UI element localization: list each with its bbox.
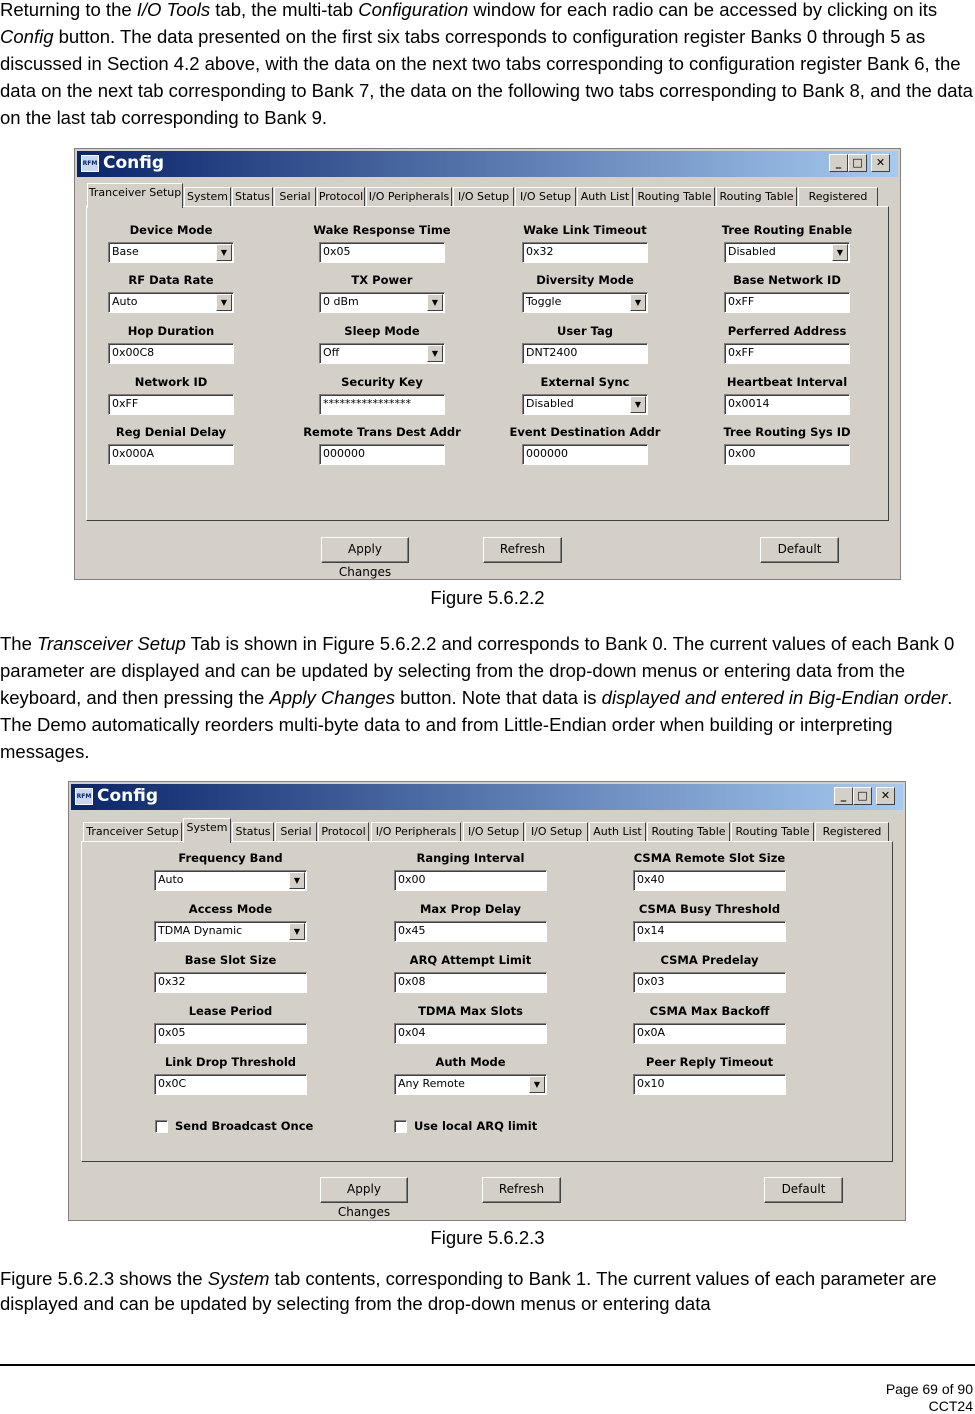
- arq-attempt-limit-value: 0x08: [398, 975, 426, 988]
- config-window-transceiver: [74, 148, 901, 580]
- window-title: Config: [103, 153, 165, 173]
- maximize-icon[interactable]: □: [848, 154, 867, 172]
- frequency-band-select[interactable]: [154, 870, 307, 891]
- close-icon[interactable]: ✕: [876, 787, 895, 805]
- csma-remote-slot-size-input[interactable]: [633, 870, 786, 891]
- default-button[interactable]: Default: [760, 537, 839, 563]
- peer-reply-timeout-input[interactable]: [633, 1074, 786, 1095]
- csma-max-backoff-label: CSMA Max Backoff: [649, 1004, 770, 1018]
- max-prop-delay-value: 0x45: [398, 924, 426, 937]
- auth-mode-value: Any Remote: [398, 1077, 465, 1090]
- apply-changes-button[interactable]: Apply Changes: [321, 537, 409, 563]
- app-icon: RFM: [81, 155, 99, 172]
- tab-4[interactable]: Serial: [275, 822, 317, 842]
- auth-mode-select[interactable]: [394, 1074, 547, 1095]
- window-title: Config: [97, 786, 159, 806]
- base-slot-size-input[interactable]: [154, 972, 307, 993]
- heartbeat-interval-input[interactable]: [724, 394, 850, 415]
- tab-12[interactable]: Registered: [815, 822, 889, 842]
- refresh-button[interactable]: Refresh: [483, 537, 562, 563]
- external-sync-label: External Sync: [540, 375, 630, 389]
- csma-remote-slot-size-value: 0x40: [637, 873, 665, 886]
- base-network-id-input[interactable]: [724, 292, 850, 313]
- ranging-interval-label: Ranging Interval: [416, 851, 525, 865]
- wake-link-timeout-input[interactable]: [522, 242, 648, 263]
- checkbox-box[interactable]: [394, 1120, 407, 1133]
- event-destination-addr-label: Event Destination Addr: [509, 425, 661, 439]
- base-slot-size-value: 0x32: [158, 975, 186, 988]
- csma-max-backoff-value: 0x0A: [637, 1026, 666, 1039]
- tab-8[interactable]: I/O Setup: [515, 187, 576, 207]
- external-sync-select[interactable]: [522, 394, 648, 415]
- heartbeat-interval-label: Heartbeat Interval: [726, 375, 848, 389]
- csma-busy-threshold-value: 0x14: [637, 924, 665, 937]
- csma-remote-slot-size-label: CSMA Remote Slot Size: [633, 851, 786, 865]
- tab-10[interactable]: Routing Table: [634, 187, 715, 207]
- tdma-max-slots-label: TDMA Max Slots: [418, 1004, 523, 1018]
- max-prop-delay-input[interactable]: [394, 921, 547, 942]
- frequency-band-label: Frequency Band: [178, 851, 283, 865]
- external-sync-value: Disabled: [526, 397, 574, 410]
- base-slot-size-label: Base Slot Size: [184, 953, 277, 967]
- hop-duration-input[interactable]: [108, 343, 234, 364]
- app-icon: RFM: [75, 788, 93, 805]
- system-paragraph: Figure 5.6.2.3 shows the System tab contents, corresponding to Bank 1. The current values of each parameter are displayed and can be updated by selecting from the drop-down menus or entering data: [0, 1268, 937, 1314]
- chevron-down-icon[interactable]: ▼: [529, 1076, 545, 1093]
- tab-10[interactable]: Routing Table: [647, 822, 730, 842]
- wake-response-time-value: 0x05: [323, 245, 351, 258]
- access-mode-select[interactable]: [154, 921, 307, 942]
- tab-3[interactable]: Status: [232, 187, 273, 207]
- sleep-mode-value: Off: [323, 346, 340, 359]
- chevron-down-icon[interactable]: ▼: [630, 294, 646, 311]
- csma-busy-threshold-label: CSMA Busy Threshold: [638, 902, 781, 916]
- base-network-id-value: 0xFF: [728, 295, 755, 308]
- perferred-address-input[interactable]: [724, 343, 850, 364]
- heartbeat-interval-value: 0x0014: [728, 397, 770, 410]
- remote-trans-dest-addr-label: Remote Trans Dest Addr: [303, 425, 461, 439]
- sleep-mode-select[interactable]: [319, 343, 445, 364]
- wake-link-timeout-label: Wake Link Timeout: [523, 223, 647, 237]
- diversity-mode-value: Toggle: [526, 295, 562, 308]
- intro-paragraph: Returning to the I/O Tools tab, the multi-tab Configuration window for each radio can be accessed by clicking on its Config button. The data presented on the first six tabs corresponds to configuration register Banks 0 through 5 as discussed in Section 4.2 above, with the data on the next two tabs corresponding to configuration register Bank 6, the data on the next tab corresponding to Bank 7, the data on the following two tabs corresponding to Bank 8, and the data on the last tab corresponding to Bank 9.: [0, 0, 973, 128]
- tab-6[interactable]: I/O Peripherals: [366, 187, 452, 207]
- peer-reply-timeout-value: 0x10: [637, 1077, 665, 1090]
- tree-routing-sys-id-input[interactable]: [724, 444, 850, 465]
- tab-8[interactable]: I/O Setup: [525, 822, 588, 842]
- ranging-interval-value: 0x00: [398, 873, 426, 886]
- tab-9[interactable]: Auth List: [589, 822, 646, 842]
- tab-7[interactable]: I/O Setup: [463, 822, 524, 842]
- security-key-label: Security Key: [341, 375, 423, 389]
- max-prop-delay-label: Max Prop Delay: [419, 902, 522, 916]
- tdma-max-slots-value: 0x04: [398, 1026, 426, 1039]
- event-destination-addr-input[interactable]: [522, 444, 648, 465]
- hop-duration-label: Hop Duration: [127, 324, 215, 338]
- document-id: CCT24: [928, 1398, 973, 1414]
- page-number: Page 69 of 90: [885, 1381, 973, 1397]
- auth-mode-label: Auth Mode: [435, 1055, 506, 1069]
- user-tag-label: User Tag: [556, 324, 613, 338]
- diversity-mode-label: Diversity Mode: [536, 273, 634, 287]
- tab-strip: [83, 818, 889, 842]
- tab-5[interactable]: Protocol: [318, 822, 369, 842]
- rf-data-rate-label: RF Data Rate: [128, 273, 214, 287]
- reg-denial-delay-value: 0x000A: [112, 447, 155, 460]
- checkbox-label: Use local ARQ limit: [414, 1119, 538, 1133]
- peer-reply-timeout-label: Peer Reply Timeout: [645, 1055, 774, 1069]
- arq-attempt-limit-label: ARQ Attempt Limit: [409, 953, 532, 967]
- event-destination-addr-value: 000000: [526, 447, 568, 460]
- rf-data-rate-value: Auto: [112, 295, 138, 308]
- refresh-button[interactable]: Refresh: [482, 1177, 561, 1203]
- close-icon[interactable]: ✕: [871, 154, 890, 172]
- tab-11[interactable]: Routing Table: [716, 187, 797, 207]
- tab-6[interactable]: I/O Peripherals: [371, 822, 461, 842]
- ranging-interval-input[interactable]: [394, 870, 547, 891]
- tx-power-label: TX Power: [351, 273, 413, 287]
- sleep-mode-label: Sleep Mode: [344, 324, 420, 338]
- remote-trans-dest-addr-input[interactable]: [319, 444, 445, 465]
- tree-routing-sys-id-value: 0x00: [728, 447, 756, 460]
- rf-data-rate-select[interactable]: [108, 292, 234, 313]
- tab-1[interactable]: Tranceiver Setup: [87, 183, 183, 208]
- csma-max-backoff-input[interactable]: [633, 1023, 786, 1044]
- csma-predelay-value: 0x03: [637, 975, 665, 988]
- frequency-band-value: Auto: [158, 873, 184, 886]
- tab-3[interactable]: Status: [232, 822, 274, 842]
- network-id-value: 0xFF: [112, 397, 139, 410]
- maximize-icon[interactable]: □: [853, 787, 872, 805]
- tab-12[interactable]: Registered: [798, 187, 878, 207]
- reg-denial-delay-input[interactable]: [108, 444, 234, 465]
- tab-2[interactable]: System: [183, 818, 231, 843]
- network-id-input[interactable]: [108, 394, 234, 415]
- device-mode-select[interactable]: [108, 242, 234, 263]
- csma-busy-threshold-input[interactable]: [633, 921, 786, 942]
- user-tag-input[interactable]: [522, 343, 648, 364]
- tree-routing-enable-select[interactable]: [724, 242, 850, 263]
- device-mode-label: Device Mode: [129, 223, 213, 237]
- network-id-label: Network ID: [134, 375, 208, 389]
- tab-1[interactable]: Tranceiver Setup: [83, 822, 182, 842]
- figure-caption-2: Figure 5.6.2.3: [430, 1227, 545, 1248]
- perferred-address-label: Perferred Address: [727, 324, 847, 338]
- checkbox-box[interactable]: [155, 1120, 168, 1133]
- lease-period-input[interactable]: [154, 1023, 307, 1044]
- title-bar[interactable]: [71, 784, 903, 810]
- chevron-down-icon[interactable]: ▼: [216, 294, 232, 311]
- access-mode-value: TDMA Dynamic: [158, 924, 243, 937]
- user-tag-value: DNT2400: [526, 346, 578, 359]
- tree-routing-enable-label: Tree Routing Enable: [721, 223, 853, 237]
- csma-predelay-input[interactable]: [633, 972, 786, 993]
- default-button[interactable]: Default: [764, 1177, 843, 1203]
- wake-response-time-input[interactable]: [319, 242, 445, 263]
- reg-denial-delay-label: Reg Denial Delay: [115, 425, 227, 439]
- perferred-address-value: 0xFF: [728, 346, 755, 359]
- security-key-value: ****************: [323, 397, 411, 410]
- footer-rule: [0, 1364, 975, 1366]
- minimize-icon[interactable]: _: [829, 154, 848, 172]
- tree-routing-enable-value: Disabled: [728, 245, 776, 258]
- checkbox-label: Send Broadcast Once: [175, 1119, 314, 1133]
- tab-9[interactable]: Auth List: [577, 187, 633, 207]
- device-mode-value: Base: [112, 245, 139, 258]
- chevron-down-icon[interactable]: ▼: [289, 872, 305, 889]
- transceiver-paragraph: The Transceiver Setup Tab is shown in Figure 5.6.2.2 and corresponds to Bank 0. The current values of each Bank 0 parameter are displayed and can be updated by selecting from the drop-down menus or entering data from the keyboard, and then pressing the Apply Changes button. Note that data is displayed and entered in Big-Endian order. The Demo automatically reorders multi-byte data to and from Little-Endian order when building or interpreting messages.: [0, 633, 955, 762]
- link-drop-threshold-label: Link Drop Threshold: [164, 1055, 297, 1069]
- apply-changes-button[interactable]: Apply Changes: [320, 1177, 408, 1203]
- tree-routing-sys-id-label: Tree Routing Sys ID: [723, 425, 851, 439]
- tab-5[interactable]: Protocol: [317, 187, 365, 207]
- chevron-down-icon[interactable]: ▼: [630, 396, 646, 413]
- lease-period-label: Lease Period: [188, 1004, 273, 1018]
- chevron-down-icon[interactable]: ▼: [427, 345, 443, 362]
- security-key-input[interactable]: [319, 394, 445, 415]
- csma-predelay-label: CSMA Predelay: [660, 953, 759, 967]
- tdma-max-slots-input[interactable]: [394, 1023, 547, 1044]
- tab-2[interactable]: System: [184, 187, 231, 207]
- arq-attempt-limit-input[interactable]: [394, 972, 547, 993]
- figure-caption-1: Figure 5.6.2.2: [430, 587, 545, 608]
- diversity-mode-select[interactable]: [522, 292, 648, 313]
- wake-response-time-label: Wake Response Time: [313, 223, 451, 237]
- tab-strip: [87, 183, 887, 207]
- chevron-down-icon[interactable]: ▼: [427, 294, 443, 311]
- lease-period-value: 0x05: [158, 1026, 186, 1039]
- access-mode-label: Access Mode: [188, 902, 273, 916]
- chevron-down-icon[interactable]: ▼: [216, 244, 232, 261]
- tx-power-select[interactable]: [319, 292, 445, 313]
- tab-7[interactable]: I/O Setup: [453, 187, 514, 207]
- remote-trans-dest-addr-value: 000000: [323, 447, 365, 460]
- title-bar[interactable]: [77, 151, 898, 177]
- hop-duration-value: 0x00C8: [112, 346, 155, 359]
- link-drop-threshold-input[interactable]: [154, 1074, 307, 1095]
- chevron-down-icon[interactable]: ▼: [832, 244, 848, 261]
- base-network-id-label: Base Network ID: [733, 273, 841, 287]
- tab-4[interactable]: Serial: [274, 187, 316, 207]
- minimize-icon[interactable]: _: [834, 787, 853, 805]
- config-window-system: [68, 781, 906, 1221]
- tx-power-value: 0 dBm: [323, 295, 359, 308]
- link-drop-threshold-value: 0x0C: [158, 1077, 187, 1090]
- tab-11[interactable]: Routing Table: [731, 822, 814, 842]
- chevron-down-icon[interactable]: ▼: [289, 923, 305, 940]
- wake-link-timeout-value: 0x32: [526, 245, 554, 258]
